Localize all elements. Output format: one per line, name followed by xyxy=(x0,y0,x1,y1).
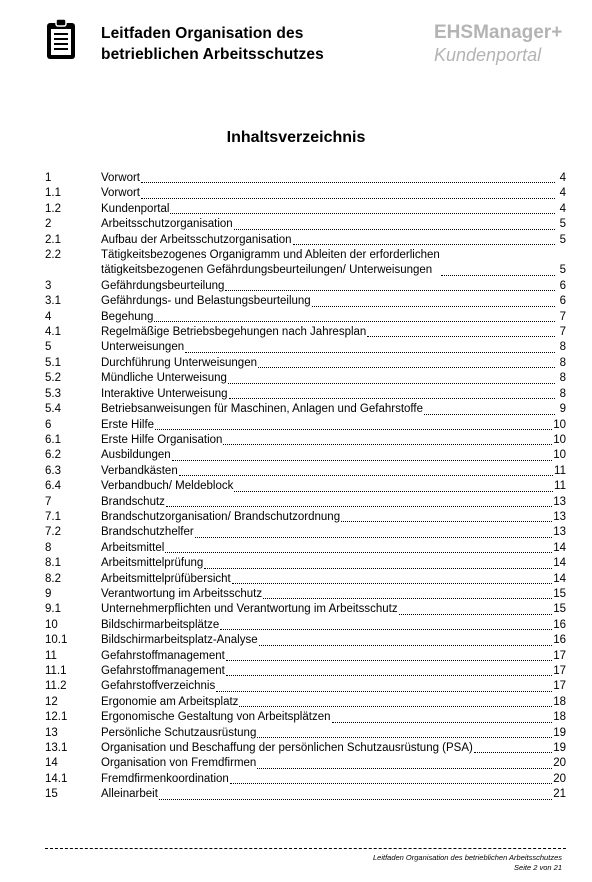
toc-entry[interactable] xyxy=(45,310,566,325)
toc-entry-line xyxy=(101,679,566,694)
toc-entry-line xyxy=(101,202,566,217)
toc-entry-page: 14 xyxy=(553,557,566,570)
toc-entry[interactable] xyxy=(45,679,566,694)
toc-entry[interactable] xyxy=(45,741,566,756)
toc-entry-page: 14 xyxy=(553,541,566,554)
toc-entry-page: 7 xyxy=(559,310,566,323)
toc-dot-leader xyxy=(474,751,552,753)
toc-dot-leader xyxy=(165,551,552,553)
brand-subtitle: Kundenportal xyxy=(434,45,542,65)
toc-entry-number: 5.1 xyxy=(45,356,61,369)
toc-entry-number: 1.1 xyxy=(45,187,61,200)
toc-entry-number: 12 xyxy=(45,695,58,708)
toc-entry-number: 6.4 xyxy=(45,480,61,493)
toc-entry-page: 4 xyxy=(559,187,566,200)
toc-entry-page: 21 xyxy=(553,788,566,801)
toc-entry-number: 15 xyxy=(45,788,58,801)
toc-entry-line xyxy=(101,402,566,417)
toc-entry-page: 8 xyxy=(559,341,566,354)
toc-entry-page: 13 xyxy=(553,526,566,539)
toc-entry-line xyxy=(101,217,566,232)
toc-entry-line xyxy=(101,510,566,525)
toc-entry-line xyxy=(101,433,566,448)
toc-entry-line xyxy=(101,479,566,494)
toc-entry-title: Ergonomische Gestaltung von Arbeitsplätzen xyxy=(101,711,331,724)
toc-entry[interactable] xyxy=(45,371,566,386)
toc-dot-leader xyxy=(226,659,552,661)
toc-entry[interactable] xyxy=(45,756,566,771)
toc-entry-title: Kundenportal xyxy=(101,202,170,215)
toc-entry-title: Gefahrstoffmanagement xyxy=(101,665,225,677)
toc-entry-line xyxy=(101,233,566,248)
toc-entry-number: 3.1 xyxy=(45,295,61,308)
table-of-contents xyxy=(45,171,566,803)
toc-dot-leader xyxy=(258,366,555,368)
toc-entry-number: 5.4 xyxy=(45,403,61,416)
toc-entry-page: 16 xyxy=(553,634,566,647)
toc-entry-number: 9 xyxy=(45,587,52,600)
toc-entry-title: Gefahrstoffmanagement xyxy=(101,649,225,662)
toc-entry-page: 10 xyxy=(553,418,566,431)
document-title xyxy=(101,23,324,65)
toc-entry-title: Verbandkästen xyxy=(101,464,178,477)
toc-entry-line xyxy=(101,495,566,510)
toc-entry-line xyxy=(101,710,566,725)
toc-dot-leader xyxy=(228,382,555,384)
toc-entry-line xyxy=(101,464,566,479)
toc-entry-title: Persönliche Schutzausrüstung xyxy=(101,726,257,739)
toc-entry-title: Aufbau der Arbeitsschutzorganisation xyxy=(101,233,292,246)
toc-dot-leader xyxy=(170,212,555,214)
toc-entry-number: 4 xyxy=(45,310,52,323)
document-title-line2: betrieblichen Arbeitsschutzes xyxy=(101,46,324,63)
clipboard-icon xyxy=(46,18,76,60)
toc-entry-page: 5 xyxy=(559,264,566,277)
toc-entry-page: 5 xyxy=(559,233,566,246)
toc-entry-number: 11.1 xyxy=(45,665,67,677)
toc-entry-number: 9.1 xyxy=(45,603,61,616)
toc-entry-number: 8.1 xyxy=(45,557,61,570)
toc-entry[interactable] xyxy=(45,587,566,602)
toc-entry-page: 14 xyxy=(553,572,566,585)
toc-entry[interactable] xyxy=(45,294,566,309)
toc-entry[interactable] xyxy=(45,525,566,540)
toc-entry-line xyxy=(101,171,566,186)
toc-dot-leader xyxy=(424,413,555,415)
toc-entry-title: Brandschutz xyxy=(101,495,165,508)
toc-entry[interactable] xyxy=(45,726,566,741)
toc-entry-line xyxy=(101,556,566,571)
toc-entry-page: 15 xyxy=(553,587,566,600)
toc-entry-title: Mündliche Unterweisung xyxy=(101,372,227,385)
toc-entry-line xyxy=(101,772,566,787)
toc-entry-page: 17 xyxy=(553,649,566,662)
toc-entry[interactable] xyxy=(45,649,566,664)
toc-entry-number: 6 xyxy=(45,418,52,431)
toc-entry[interactable] xyxy=(45,279,566,294)
toc-dot-leader xyxy=(226,674,552,676)
toc-entry[interactable] xyxy=(45,171,566,186)
toc-entry-line xyxy=(101,186,566,201)
toc-dot-leader xyxy=(259,644,553,646)
toc-entry[interactable] xyxy=(45,479,566,494)
toc-entry-page: 10 xyxy=(553,433,566,446)
toc-entry[interactable] xyxy=(45,233,566,248)
toc-entry-number: 6.2 xyxy=(45,449,61,462)
footer-doc-name: Leitfaden Organisation des betrieblichen Arbeitsschutzes xyxy=(372,853,562,862)
toc-entry-page: 19 xyxy=(553,726,566,739)
toc-entry-page: 17 xyxy=(553,665,566,677)
toc-entry-title: Interaktive Unterweisung xyxy=(101,387,228,400)
toc-entry-page: 13 xyxy=(553,495,566,508)
toc-entry-number: 2.1 xyxy=(45,233,61,246)
toc-entry-number: 6.3 xyxy=(45,464,61,477)
toc-entry[interactable] xyxy=(45,772,566,787)
toc-entry-title: Gefährdungs- und Belastungsbeurteilung xyxy=(101,295,311,308)
toc-entry-line xyxy=(101,741,566,756)
toc-entry-line xyxy=(101,572,566,587)
toc-entry-title: Verantwortung im Arbeitsschutz xyxy=(101,587,263,600)
toc-dot-leader xyxy=(141,181,555,183)
toc-entry-title: Tätigkeitsbezogenes Organigramm und Ableiten der erforderlichen tätigkeitsbezogenen Gefährdungsbeurteilungen/ Unterweisungen xyxy=(101,249,440,277)
toc-entry-page: 8 xyxy=(559,372,566,385)
toc-entry-number: 7 xyxy=(45,495,52,508)
toc-entry-line xyxy=(101,525,566,540)
toc-entry-title: Arbeitsmittel xyxy=(101,541,165,554)
toc-entry-title: Bildschirmarbeitsplatz-Analyse xyxy=(101,634,258,647)
toc-entry-title: Erste Hilfe xyxy=(101,418,155,431)
toc-entry-line xyxy=(101,356,566,371)
toc-entry[interactable] xyxy=(45,325,566,340)
toc-entry-line xyxy=(101,371,566,386)
toc-heading: Inhaltsverzeichnis xyxy=(226,129,366,146)
toc-entry-line xyxy=(101,602,566,617)
toc-entry-title: Betriebsanweisungen für Maschinen, Anlagen und Gefahrstoffe xyxy=(101,403,423,416)
toc-dot-leader xyxy=(399,613,553,615)
toc-entry-number: 8.2 xyxy=(45,572,61,585)
toc-entry-title: Bildschirmarbeitsplätze xyxy=(101,618,220,631)
toc-dot-leader xyxy=(141,197,555,199)
toc-entry-line xyxy=(101,541,566,556)
toc-entry-number: 5.3 xyxy=(45,387,61,400)
page-header xyxy=(0,0,592,80)
toc-entry-line xyxy=(101,756,566,771)
toc-entry-title: Organisation und Beschaffung der persönlichen Schutzausrüstung (PSA) xyxy=(101,742,473,755)
toc-entry-title: Arbeitsschutzorganisation xyxy=(101,218,233,231)
toc-dot-leader xyxy=(172,459,553,461)
toc-dot-leader xyxy=(257,736,552,738)
toc-dot-leader xyxy=(332,721,553,723)
toc-entry-line xyxy=(101,448,566,463)
toc-entry-page: 8 xyxy=(559,356,566,369)
toc-entry-number: 5.2 xyxy=(45,372,61,385)
toc-entry[interactable] xyxy=(45,495,566,510)
toc-entry-page: 6 xyxy=(559,279,566,292)
document-title-line1: Leitfaden Organisation des xyxy=(101,25,304,42)
toc-entry-line xyxy=(101,664,566,679)
toc-entry-title: Brandschutzhelfer xyxy=(101,526,194,539)
toc-entry-page: 15 xyxy=(553,603,566,616)
toc-entry[interactable] xyxy=(45,387,566,402)
toc-entry-line xyxy=(101,387,566,402)
toc-entry[interactable] xyxy=(45,633,566,648)
toc-entry-line xyxy=(101,310,566,325)
toc-entry-page: 9 xyxy=(559,403,566,416)
toc-entry-title: Vorwort xyxy=(101,187,140,200)
toc-entry[interactable] xyxy=(45,710,566,725)
toc-entry-page: 11 xyxy=(554,480,566,493)
toc-entry-title: Ausbildungen xyxy=(101,449,171,462)
toc-entry-page: 6 xyxy=(559,295,566,308)
toc-entry[interactable] xyxy=(45,217,566,232)
toc-entry-number: 12.1 xyxy=(45,711,68,724)
toc-entry-line xyxy=(101,340,566,355)
toc-entry[interactable] xyxy=(45,510,566,525)
toc-entry-title: Brandschutzorganisation/ Brandschutzordnung xyxy=(101,510,341,523)
toc-entry-line xyxy=(101,787,566,802)
toc-entry[interactable] xyxy=(45,556,566,571)
toc-entry-title: Arbeitsmittelprüfung xyxy=(101,557,204,570)
toc-dot-leader xyxy=(312,305,555,307)
toc-entry-page: 18 xyxy=(553,695,566,708)
toc-entry[interactable] xyxy=(45,202,566,217)
toc-entry-line xyxy=(101,248,566,279)
toc-entry-title: Gefährdungsbeurteilung xyxy=(101,279,225,292)
toc-entry-line xyxy=(101,633,566,648)
toc-entry-page: 11 xyxy=(554,464,566,477)
toc-dot-leader xyxy=(223,443,552,445)
toc-entry-number: 1 xyxy=(45,172,52,184)
toc-dot-leader xyxy=(216,690,552,692)
toc-entry-title: Durchführung Unterweisungen xyxy=(101,356,257,369)
toc-entry-number: 1.2 xyxy=(45,202,61,215)
toc-dot-leader xyxy=(195,536,553,538)
toc-entry-line xyxy=(101,726,566,741)
toc-entry-number: 8 xyxy=(45,541,52,554)
toc-entry[interactable] xyxy=(45,356,566,371)
toc-entry-page: 20 xyxy=(553,772,566,785)
toc-dot-leader xyxy=(185,351,555,353)
toc-entry-number: 3 xyxy=(45,279,52,292)
toc-dot-leader xyxy=(204,567,552,569)
toc-entry-title: Gefahrstoffverzeichnis xyxy=(101,680,216,693)
toc-entry[interactable] xyxy=(45,464,566,479)
toc-entry-number: 5 xyxy=(45,341,52,354)
toc-entry[interactable] xyxy=(45,572,566,587)
toc-entry-title: Ergonomie am Arbeitsplatz xyxy=(101,695,239,708)
toc-entry-page: 7 xyxy=(559,326,566,339)
toc-dot-leader xyxy=(225,289,555,291)
toc-entry-number: 11 xyxy=(45,649,57,662)
toc-entry-number: 4.1 xyxy=(45,326,61,339)
toc-entry[interactable] xyxy=(45,433,566,448)
toc-dot-leader xyxy=(257,767,552,769)
toc-dot-leader xyxy=(179,474,553,476)
toc-entry-page: 10 xyxy=(553,449,566,462)
toc-entry-number: 14 xyxy=(45,757,58,770)
toc-dot-leader xyxy=(239,705,552,707)
footer-page-label: Seite 2 von 21 xyxy=(514,863,562,872)
toc-dot-leader xyxy=(166,505,552,507)
brand-logo xyxy=(434,21,562,67)
toc-entry-page: 8 xyxy=(559,387,566,400)
toc-entry-page: 18 xyxy=(553,711,566,724)
toc-entry[interactable] xyxy=(45,186,566,201)
toc-entry-title: Fremdfirmenkoordination xyxy=(101,772,229,785)
toc-entry-page: 5 xyxy=(559,218,566,231)
toc-entry-number: 13.1 xyxy=(45,742,68,755)
toc-dot-leader xyxy=(367,335,555,337)
toc-dot-leader xyxy=(155,428,552,430)
toc-entry[interactable] xyxy=(45,541,566,556)
toc-entry-page: 17 xyxy=(553,680,566,693)
toc-entry-line xyxy=(101,618,566,633)
toc-entry-number: 7.2 xyxy=(45,526,61,539)
toc-entry-title: Organisation von Fremdfirmen xyxy=(101,757,257,770)
toc-dot-leader xyxy=(220,628,552,630)
toc-entry[interactable] xyxy=(45,602,566,617)
toc-entry-page: 4 xyxy=(559,202,566,215)
toc-entry-line xyxy=(101,418,566,433)
toc-entry-title: Vorwort xyxy=(101,172,140,184)
toc-dot-leader xyxy=(234,228,555,230)
toc-entry[interactable] xyxy=(45,402,566,417)
toc-entry-line xyxy=(101,649,566,664)
toc-dot-leader xyxy=(159,798,552,800)
toc-entry-number: 2 xyxy=(45,218,52,231)
toc-entry-page: 19 xyxy=(553,742,566,755)
toc-entry[interactable] xyxy=(45,618,566,633)
toc-entry[interactable] xyxy=(45,664,566,679)
toc-entry-number: 10.1 xyxy=(45,634,68,647)
toc-dot-leader xyxy=(263,597,552,599)
toc-entry[interactable] xyxy=(45,340,566,355)
toc-entry-title: Unternehmerpflichten und Verantwortung im Arbeitsschutz xyxy=(101,603,398,616)
toc-entry-title: Arbeitsmittelprüfübersicht xyxy=(101,572,231,585)
toc-entry[interactable] xyxy=(45,418,566,433)
toc-entry-title: Regelmäßige Betriebsbegehungen nach Jahresplan xyxy=(101,326,367,339)
toc-entry-line xyxy=(101,695,566,710)
toc-entry-number: 11.2 xyxy=(45,680,67,693)
toc-entry-line xyxy=(101,587,566,602)
toc-entry-title: Alleinarbeit xyxy=(101,788,158,801)
brand-name: EHSManager+ xyxy=(434,22,563,43)
toc-entry-line xyxy=(101,294,566,309)
toc-entry-title: Begehung xyxy=(101,310,154,323)
toc-entry-line xyxy=(101,325,566,340)
footer-divider xyxy=(45,848,566,849)
toc-entry-number: 2.2 xyxy=(45,249,61,262)
toc-entry-page: 13 xyxy=(553,510,566,523)
toc-entry-title: Unterweisungen xyxy=(101,341,185,354)
toc-entry-line xyxy=(101,279,566,294)
page-footer xyxy=(373,853,562,873)
toc-entry-number: 6.1 xyxy=(45,433,61,446)
toc-entry[interactable] xyxy=(45,248,566,279)
toc-dot-leader xyxy=(441,274,555,276)
toc-entry-title: Erste Hilfe Organisation xyxy=(101,433,223,446)
toc-entry-page: 16 xyxy=(553,618,566,631)
toc-dot-leader xyxy=(293,243,555,245)
toc-dot-leader xyxy=(234,490,553,492)
toc-entry[interactable] xyxy=(45,448,566,463)
toc-dot-leader xyxy=(230,782,552,784)
toc-entry-number: 13 xyxy=(45,726,58,739)
toc-entry-number: 7.1 xyxy=(45,510,61,523)
toc-entry-title: Verbandbuch/ Meldeblock xyxy=(101,480,234,493)
toc-entry[interactable] xyxy=(45,695,566,710)
toc-dot-leader xyxy=(232,582,552,584)
toc-dot-leader xyxy=(154,320,555,322)
toc-entry-page: 4 xyxy=(559,172,566,184)
toc-entry-number: 10 xyxy=(45,618,58,631)
toc-entry-number: 14.1 xyxy=(45,772,68,785)
toc-dot-leader xyxy=(341,520,552,522)
toc-entry[interactable] xyxy=(45,787,566,802)
toc-dot-leader xyxy=(229,397,555,399)
toc-entry-page: 20 xyxy=(553,757,566,770)
